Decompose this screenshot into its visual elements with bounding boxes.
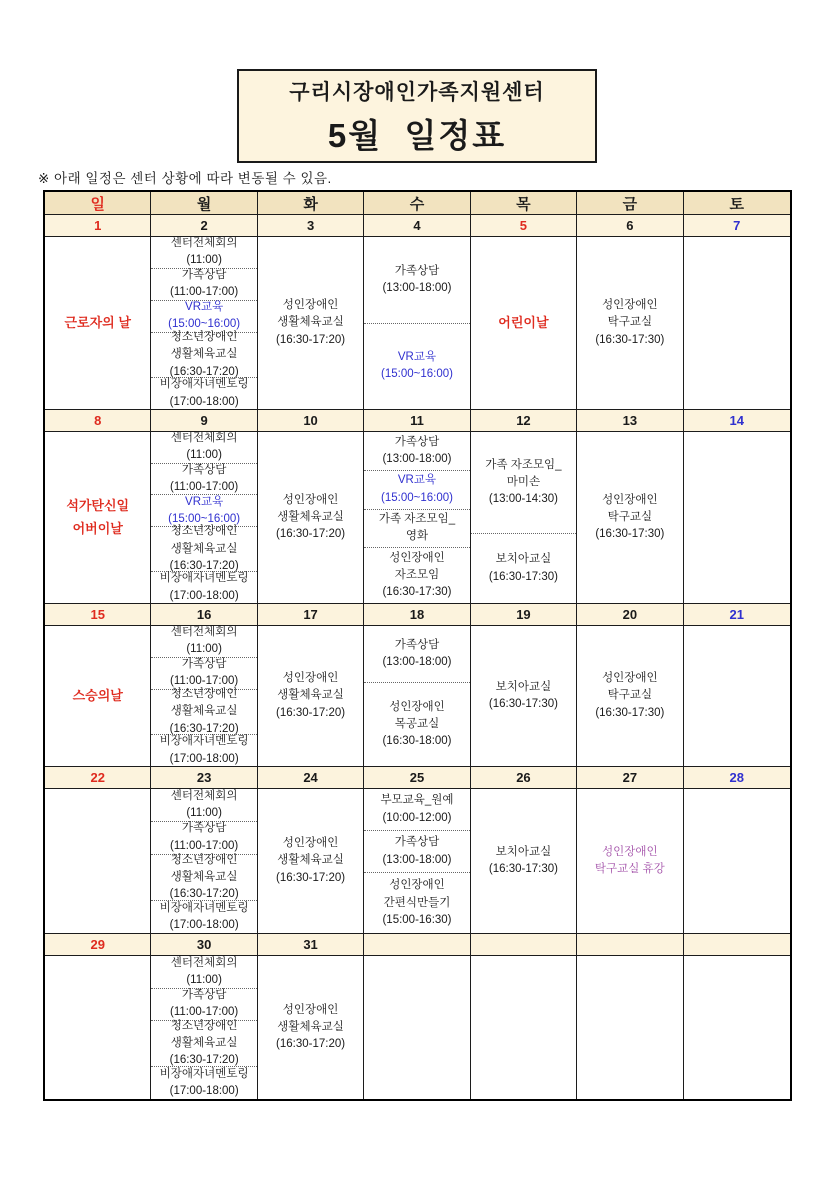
day-header-cell: [258, 192, 364, 215]
date-cell: [364, 410, 470, 432]
date-cell: [151, 934, 257, 956]
date-cell: [258, 934, 364, 956]
event-line: 성인장애인: [389, 700, 445, 713]
date-cell: [577, 934, 683, 956]
date-number: 28: [729, 770, 745, 785]
event-line: 성인장애인: [282, 837, 339, 850]
event-line: 생활체육교실: [277, 689, 344, 702]
event-line: 탁구교실: [607, 689, 653, 702]
event-line: 비장애자녀멘토링: [159, 572, 249, 585]
day-cell: [684, 626, 790, 767]
day-cell: [364, 432, 470, 604]
event-line: 가족 자조모임_: [378, 513, 456, 526]
event-line: (11:00-17:00): [170, 675, 239, 688]
event-item: [151, 821, 256, 854]
holiday-label: [45, 237, 150, 409]
event-line: 가족상담: [394, 836, 440, 849]
event-line: VR교육: [185, 495, 224, 508]
event-line: (16:30-17:30): [595, 333, 665, 346]
date-number: 12: [516, 413, 531, 428]
event-line: 가족상담: [181, 822, 227, 835]
event-item: [258, 432, 363, 603]
event-line: 마미손: [506, 475, 541, 488]
holiday-label: [471, 237, 576, 409]
event-line: 보치아교실: [495, 845, 552, 858]
event-line: 센터전체회의: [170, 956, 238, 969]
date-number: 19: [516, 607, 531, 622]
date-number: 8: [94, 413, 102, 428]
event-line: 가족상담: [394, 638, 440, 651]
event-line: (16:30-17:20): [169, 365, 239, 378]
day-cell: [577, 237, 683, 410]
event-item: [471, 789, 576, 933]
event-item: [364, 509, 469, 548]
event-line: 청소년장애인: [170, 331, 238, 344]
event-item: [151, 300, 256, 332]
date-number: 10: [303, 413, 318, 428]
title-box: [237, 69, 597, 163]
event-item: [151, 854, 256, 901]
date-number: 4: [413, 218, 421, 233]
holiday-label: [45, 432, 150, 603]
calendar-events-row: [45, 237, 790, 410]
day-cell: [45, 432, 151, 604]
event-item: [577, 789, 682, 933]
event-line: 가족상담: [181, 658, 227, 671]
day-cell: [151, 956, 257, 1099]
event-line: (15:00~16:00): [168, 318, 241, 331]
event-item: [364, 830, 469, 872]
center-name: 구리시장애인가족지원센터: [289, 80, 545, 104]
disclaimer-note: ※ 아래 일정은 센터 상황에 따라 변동될 수 있음.: [38, 171, 332, 186]
event-item: [151, 657, 256, 689]
event-line: 비장애자녀멘토링: [159, 1067, 249, 1080]
date-number: 9: [200, 413, 208, 428]
date-cell: [684, 934, 790, 956]
event-item: [151, 526, 256, 571]
event-line: 성인장애인: [602, 845, 658, 858]
event-line: 보치아교실: [495, 680, 552, 693]
day-cell: [151, 626, 257, 767]
day-cell: [258, 432, 364, 604]
day-cell: [471, 237, 577, 410]
calendar-events-row: [45, 626, 790, 767]
date-cell: [577, 215, 683, 237]
date-number: 17: [303, 607, 318, 622]
event-line: 청소년장애인: [170, 853, 238, 866]
event-line: (15:00~16:00): [381, 368, 453, 381]
date-number: 26: [516, 770, 531, 785]
day-header-cell: [45, 192, 151, 215]
holiday-line: 어버이날: [72, 520, 123, 536]
date-cell: [684, 604, 790, 626]
day-cell: [45, 237, 151, 410]
day-header-label: 화: [303, 195, 318, 213]
day-cell: [45, 956, 151, 1099]
event-line: 탁구교실 휴강: [594, 863, 665, 875]
event-line: 생활체육교실: [277, 1020, 344, 1033]
event-line: 성인장애인: [602, 299, 658, 312]
event-line: 가족상담: [394, 264, 440, 277]
event-item: [151, 689, 256, 734]
calendar-date-row: [45, 215, 790, 237]
event-line: (13:00-14:30): [488, 493, 558, 506]
day-cell: [258, 789, 364, 934]
event-line: (16:30-17:30): [595, 528, 665, 541]
event-line: (13:00-18:00): [382, 853, 452, 866]
day-header-label: 금: [622, 195, 638, 213]
event-line: 가족상담: [181, 989, 227, 1002]
event-line: 비장애자녀멘토링: [159, 735, 249, 748]
event-line: (11:00-17:00): [170, 839, 239, 852]
calendar-date-row: [45, 604, 790, 626]
event-line: 부모교육_원예: [380, 794, 454, 807]
event-line: 비장애자녀멘토링: [159, 901, 249, 914]
event-line: (11:00-17:00): [170, 286, 239, 299]
event-item: [471, 626, 576, 766]
event-line: VR교육: [397, 474, 437, 487]
event-line: 청소년장애인: [170, 688, 238, 701]
event-item: [577, 237, 682, 409]
event-item: [258, 626, 363, 766]
event-line: (16:30-17:30): [382, 586, 452, 599]
date-number: 2: [200, 218, 208, 233]
event-line: 성인장애인: [389, 879, 445, 892]
date-number: 24: [303, 770, 318, 785]
date-cell: [45, 767, 151, 789]
date-cell: [364, 604, 470, 626]
date-number: 20: [622, 607, 638, 622]
event-line: (16:30-17:20): [169, 559, 239, 572]
day-cell: [684, 789, 790, 934]
event-item: [151, 900, 256, 933]
event-line: 성인장애인: [282, 299, 339, 312]
day-header-cell: [364, 192, 470, 215]
date-cell: [151, 604, 257, 626]
event-line: 센터전체회의: [170, 237, 238, 250]
event-line: (16:30-17:20): [169, 722, 239, 735]
event-line: 센터전체회의: [170, 789, 238, 802]
event-line: (16:30-17:20): [276, 528, 346, 541]
day-header-cell: [471, 192, 577, 215]
event-line: (17:00-18:00): [169, 919, 239, 932]
day-cell: [151, 789, 257, 934]
event-line: (13:00-18:00): [382, 452, 452, 465]
date-number: 13: [622, 413, 638, 428]
event-item: [364, 626, 469, 682]
date-number: 27: [622, 770, 638, 785]
event-item: [364, 237, 469, 323]
event-line: 탁구교실: [607, 510, 653, 523]
date-cell: [684, 767, 790, 789]
event-line: 성인장애인: [282, 672, 339, 685]
date-number: 5: [519, 218, 528, 233]
event-line: 성인장애인: [282, 1003, 339, 1016]
date-cell: [151, 767, 257, 789]
day-cell: [364, 237, 470, 410]
date-cell: [364, 215, 470, 237]
event-line: 생활체육교실: [170, 348, 238, 361]
day-cell: [577, 956, 683, 1099]
event-item: [258, 956, 363, 1099]
event-item: [258, 237, 363, 409]
day-cell: [45, 789, 151, 934]
day-cell: [471, 956, 577, 1099]
day-cell: [364, 789, 470, 934]
holiday-line: 근로자의 날: [64, 314, 131, 330]
event-line: 청소년장애인: [170, 1019, 238, 1032]
event-line: (16:30-17:20): [276, 871, 346, 884]
event-line: 성인장애인: [602, 672, 658, 685]
event-item: [151, 494, 256, 526]
date-number: 23: [196, 770, 212, 785]
holiday-label: [45, 626, 150, 766]
date-cell: [45, 215, 151, 237]
calendar-header-row: [45, 192, 790, 215]
calendar-events-row: [45, 789, 790, 934]
event-line: 센터전체회의: [170, 432, 238, 445]
event-line: 가족상담: [181, 269, 227, 282]
event-line: (11:00): [186, 973, 222, 986]
event-line: (13:00-18:00): [382, 656, 452, 669]
event-line: 성인장애인: [602, 493, 658, 506]
day-cell: [471, 626, 577, 767]
event-line: 성인장애인: [282, 493, 339, 506]
event-line: 영화: [405, 530, 429, 543]
event-line: (16:30-17:20): [276, 333, 346, 346]
date-cell: [258, 767, 364, 789]
date-cell: [471, 215, 577, 237]
date-number: 25: [409, 770, 425, 785]
event-item: [577, 626, 682, 766]
calendar-date-row: [45, 410, 790, 432]
day-cell: [364, 956, 470, 1099]
event-line: (11:00-17:00): [170, 1006, 239, 1019]
date-cell: [471, 604, 577, 626]
event-line: (17:00-18:00): [169, 395, 239, 408]
event-item: [151, 956, 256, 988]
event-item: [364, 789, 469, 830]
event-item: [151, 789, 256, 821]
event-item: [364, 470, 469, 509]
date-cell: [577, 604, 683, 626]
event-line: (11:00): [186, 643, 222, 656]
event-line: 청소년장애인: [170, 525, 238, 538]
event-item: [151, 988, 256, 1021]
date-cell: [258, 215, 364, 237]
event-item: [364, 872, 469, 933]
date-number: 29: [90, 937, 105, 952]
event-line: (16:30-17:20): [276, 706, 346, 719]
day-cell: [577, 432, 683, 604]
event-item: [151, 432, 256, 463]
event-line: 비장애자녀멘토링: [159, 378, 249, 391]
event-line: 생활체육교실: [170, 542, 238, 555]
calendar-events-row: [45, 956, 790, 1099]
day-header-label: 토: [729, 195, 745, 213]
date-cell: [45, 410, 151, 432]
day-header-label: 월: [196, 195, 212, 213]
date-cell: [364, 934, 470, 956]
date-number: 22: [90, 770, 105, 785]
event-line: 가족상담: [394, 435, 440, 448]
event-line: 자조모임: [394, 569, 440, 582]
day-cell: [258, 237, 364, 410]
day-header-cell: [684, 192, 790, 215]
event-line: 생활체육교실: [277, 316, 344, 329]
event-item: [471, 533, 576, 603]
event-line: (11:00): [186, 254, 222, 267]
event-line: 생활체육교실: [277, 510, 344, 523]
event-line: 간편식만들기: [383, 896, 451, 909]
day-cell: [471, 789, 577, 934]
date-cell: [151, 410, 257, 432]
day-cell: [577, 789, 683, 934]
event-line: 성인장애인: [389, 551, 445, 564]
day-cell: [151, 237, 257, 410]
event-line: 생활체육교실: [170, 1037, 238, 1050]
event-item: [258, 789, 363, 933]
event-line: 가족 자조모임_: [485, 458, 562, 471]
holiday-line: 스승의날: [72, 687, 123, 703]
event-item: [151, 626, 256, 657]
event-item: [364, 432, 469, 470]
date-number: 16: [196, 607, 212, 622]
day-cell: [45, 626, 151, 767]
day-cell: [684, 237, 790, 410]
day-cell: [258, 956, 364, 1099]
event-line: (17:00-18:00): [169, 752, 239, 765]
holiday-line: 어린이날: [498, 314, 549, 330]
event-item: [151, 1066, 256, 1099]
date-number: 14: [729, 413, 745, 428]
day-cell: [684, 956, 790, 1099]
event-item: [151, 1020, 256, 1066]
event-line: 보치아교실: [495, 553, 552, 566]
event-item: [364, 547, 469, 603]
page-title: 5월 일정표: [327, 116, 507, 154]
date-number: 31: [303, 937, 318, 952]
date-cell: [684, 410, 790, 432]
event-item: [151, 237, 256, 268]
event-line: (11:00-17:00): [170, 481, 239, 494]
holiday-line: 석가탄신일: [66, 498, 130, 514]
date-number: 30: [196, 937, 212, 952]
date-number: 15: [90, 607, 105, 622]
date-cell: [45, 604, 151, 626]
date-number: 1: [94, 218, 102, 233]
day-header-label: 수: [409, 195, 425, 213]
event-item: [151, 377, 256, 409]
event-item: [151, 268, 256, 300]
event-line: (15:00-16:30): [382, 913, 452, 926]
day-header-label: 일: [90, 195, 105, 213]
event-line: (10:00-12:00): [382, 811, 452, 824]
date-number: 3: [306, 218, 315, 233]
event-item: [364, 323, 469, 410]
event-line: (16:30-17:20): [169, 888, 239, 901]
date-cell: [364, 767, 470, 789]
date-cell: [471, 767, 577, 789]
event-line: 센터전체회의: [170, 626, 238, 639]
calendar-date-row: [45, 934, 790, 956]
event-line: (16:30-17:30): [488, 698, 558, 710]
date-cell: [577, 410, 683, 432]
event-line: (11:00): [186, 806, 222, 819]
date-number: 11: [410, 413, 424, 428]
event-item: [364, 682, 469, 766]
date-cell: [471, 934, 577, 956]
event-line: (17:00-18:00): [169, 589, 239, 602]
event-line: (17:00-18:00): [169, 1085, 239, 1098]
event-item: [577, 432, 682, 603]
date-cell: [258, 410, 364, 432]
event-line: (13:00-18:00): [382, 281, 452, 294]
event-item: [151, 463, 256, 495]
calendar-date-row: [45, 767, 790, 789]
date-cell: [45, 934, 151, 956]
day-header-label: 목: [516, 195, 531, 213]
date-cell: [471, 410, 577, 432]
event-line: VR교육: [397, 351, 437, 363]
calendar-events-row: [45, 432, 790, 604]
date-cell: [151, 215, 257, 237]
day-cell: [471, 432, 577, 604]
event-line: (15:00~16:00): [381, 491, 453, 504]
event-line: (16:30-17:30): [488, 570, 558, 583]
day-header-cell: [151, 192, 257, 215]
day-cell: [577, 626, 683, 767]
event-line: (16:30-17:20): [169, 1054, 239, 1067]
event-line: (11:00): [186, 449, 222, 462]
event-item: [471, 432, 576, 533]
event-item: [151, 571, 256, 603]
day-cell: [684, 432, 790, 604]
date-number: 6: [626, 218, 634, 233]
event-item: [151, 734, 256, 766]
event-line: (15:00~16:00): [168, 512, 241, 525]
day-cell: [258, 626, 364, 767]
date-cell: [684, 215, 790, 237]
event-line: (16:30-17:30): [488, 863, 558, 875]
event-line: (16:30-17:30): [595, 706, 665, 719]
event-line: 생활체육교실: [170, 705, 238, 718]
event-line: 목공교실: [394, 718, 440, 731]
day-cell: [151, 432, 257, 604]
event-line: 생활체육교실: [277, 854, 344, 867]
date-number: 18: [409, 607, 425, 622]
date-number: 7: [733, 218, 741, 233]
calendar-table: [43, 190, 792, 1101]
event-line: 탁구교실: [607, 316, 653, 329]
day-header-cell: [577, 192, 683, 215]
day-cell: [364, 626, 470, 767]
date-number: 21: [729, 607, 745, 622]
date-cell: [258, 604, 364, 626]
event-line: (16:30-18:00): [382, 735, 452, 748]
event-line: (16:30-17:20): [276, 1038, 346, 1051]
event-item: [151, 332, 256, 377]
date-cell: [577, 767, 683, 789]
event-line: VR교육: [185, 301, 224, 314]
event-line: 가족상담: [181, 463, 227, 476]
event-line: 생활체육교실: [170, 870, 238, 883]
